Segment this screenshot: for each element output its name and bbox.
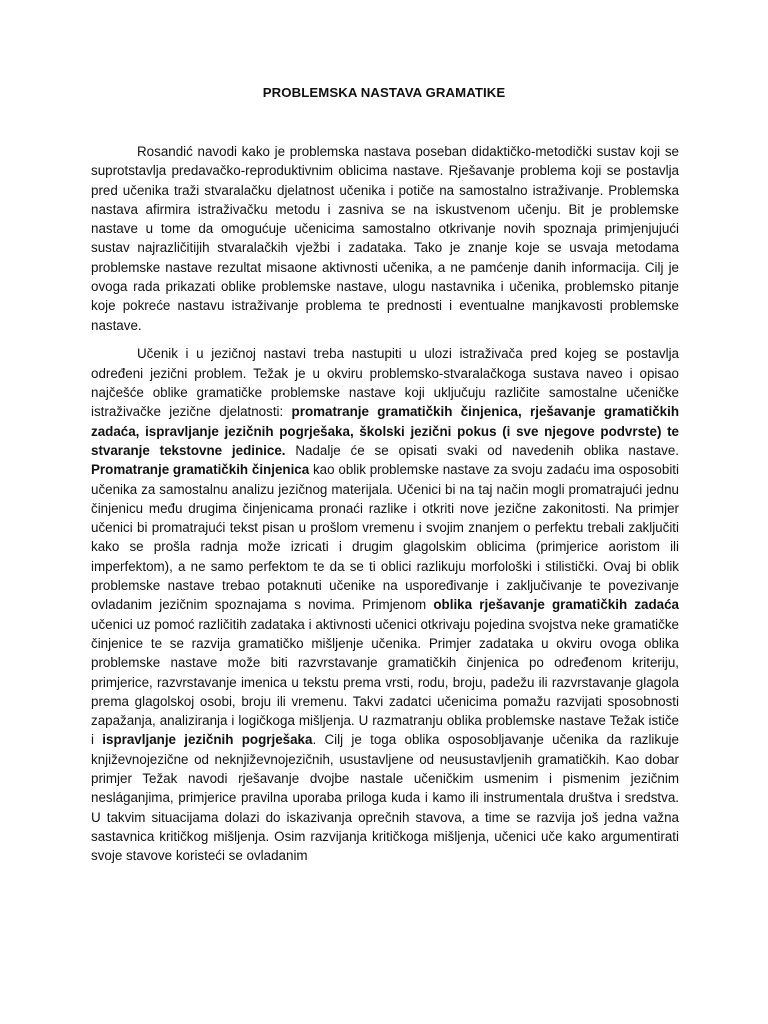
paragraph-2-bold-1: promatranje gramatičkih činjenica, rješavanje gramatičkih zadaća, ispravljanje jezičnih pogrješaka, školski jezični pokus (i sve njegove podvrste) te stvaranje tekstovne jedinice. — [91, 404, 679, 458]
paragraph-2-bold-3: oblika rješavanje gramatičkih zadaća — [433, 597, 680, 613]
paragraph-2 — [91, 344, 679, 865]
document-body — [91, 142, 679, 875]
paragraph-2-bold-4: ispravljanje jezičnih pogrješaka — [102, 732, 313, 748]
paragraph-2-text-2: Nadalje će se opisati svaki od navedenih oblika nastave. — [285, 442, 680, 458]
paragraph-2-text-4: učenici uz pomoć različitih zadataka i aktivnosti učenici otkrivaju pojedina svojstva neke gramatičke činjenice te se razvija gramatičko mišljenje učenika. Primjer zadataka u okviru ovoga oblika problemske nastave može biti razvrstavanje gramatičkih činjenica po određenom kriteriju, primjerice, razvrstavanje imenica u tekstu prema vrsti, rodu, broju, padežu ili razvrstavanje glagola prema glagolskoj osobi, broju ili vremenu. Takvi zadatci učenicima pomažu razvijati sposobnosti zapažanja, analiziranja i logičkoga mišljenja. U razmatranju oblika problemske nastave Težak ističe i — [91, 616, 679, 748]
paragraph-1: Rosandić navodi kako je problemska nastava poseban didaktičko-metodički sustav koji se suprotstavlja predavačko-reproduktivnim oblicima nastave. Rješavanje problema koji se postavlja pred učenika traži stvaralačku djelatnost učenika i potiče na samostalno istraživanje. Problemska nastava afirmira istraživačku metodu i zasniva se na iskustvenom učenju. Bit je problemske nastave u tome da omogućuje učenicima samostalno otkrivanje novih spoznaja primjenjujući sustav najrazličitijih stvaralačkih vježbi i zadataka. Tako je znanje koje se usvaja metodama problemske nastave rezultat misaone aktivnosti učenika, a ne pamćenje danih informacija. Cilj je ovoga rada prikazati oblike problemske nastave, ulogu nastavnika i učenika, problemsko pitanje koje pokreće nastavu istraživanje problema te prednosti i eventualne manjkavosti problemske nastave. — [91, 144, 679, 333]
paragraph-2-bold-2: Promatranje gramatičkih činjenica — [91, 462, 310, 478]
paragraph-2-text-1: Učenik i u jezičnoj nastavi treba nastupiti u ulozi istraživača pred kojeg se postavlja određeni jezični problem. Težak je u okviru problemsko-stvaralačkoga sustava naveo i opisao najčešće oblike gramatičke problemske nastave koji uključuju različite samostalne učeničke istraživačke jezične djelatnosti: — [91, 346, 679, 420]
document-title: PROBLEMSKA NASTAVA GRAMATIKE — [262, 85, 506, 100]
paragraph-2-text-5: . Cilj je toga oblika osposobljavanje učenika da razlikuje književnojezične od neknjiževnojezičnih, usustavljene od neusustavljenih gramatičkih. Kao dobar primjer Težak navodi rješavanje dvojbe nastale učeničkim usmenim i pismenim jezičnim nesláganjima, primjerice pravilna uporaba priloga kuda i kamo ili instrumentala društva i sredstva. U takvim situacijama dolazi do iskazivanja oprečnih stavova, a time se razvija još jedna važna sastavnica kritičkog mišljenja. Osim razvijanja kritičkoga mišljenja, učenici uče kako argumentirati svoje stavove koristeći se ovladanim — [91, 732, 679, 864]
paragraph-2-text-3: kao oblik problemske nastave za svoju zadaću ima osposobiti učenika za samostalnu analizu jezičnog materijala. Učenici bi na taj način mogli promatrajući jednu činjenicu među drugima činjenicama pronaći razlike i otkriti nove jezične zakonitosti. Na primjer učenici bi promatrajući tekst pisan u prošlom vremenu i svojim znanjem o perfektu trebali zaključiti kako se prošla radnja može izricati i drugim glagolskim oblicima (primjerice aoristom ili imperfektom), a ne samo perfektom te da se ti oblici razlikuju morfološki i stilistički. Ovaj bi oblik problemske nastave trebao potaknuti učenike na uspoređivanje i zaključivanje te povezivanje ovladanim jezičnim spoznajama s novima. Primjenom — [91, 462, 680, 613]
